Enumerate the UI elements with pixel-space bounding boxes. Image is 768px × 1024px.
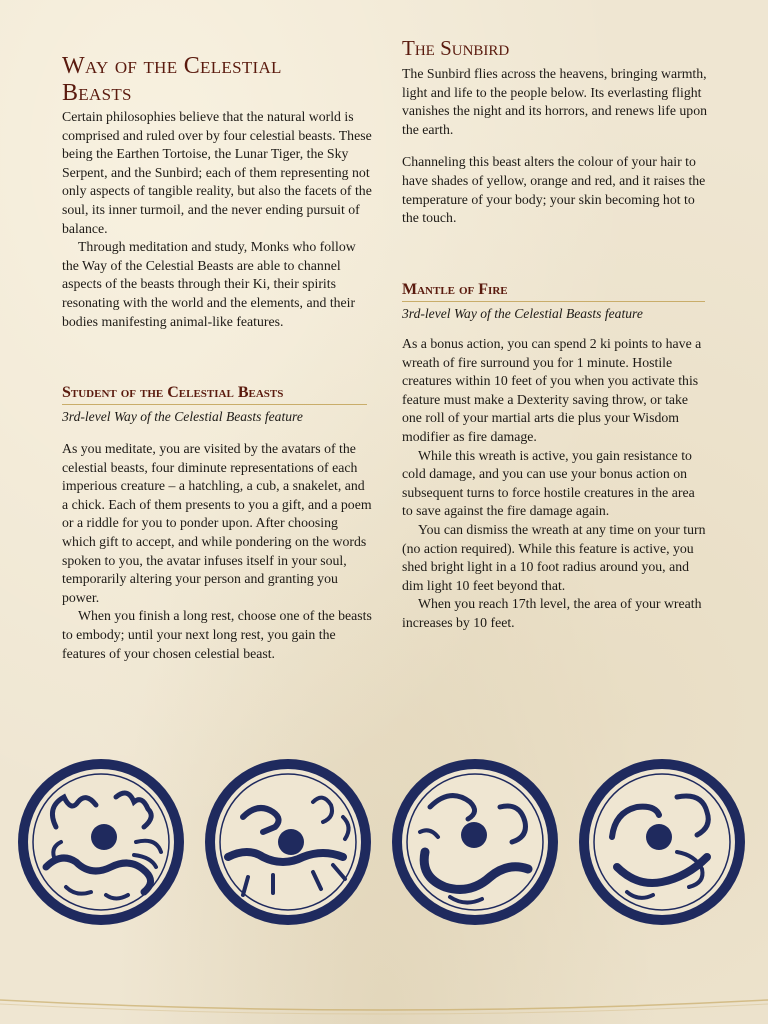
section-title-sunbird: The Sunbird — [402, 36, 510, 60]
feature-heading-mantle: Mantle of Fire — [402, 281, 705, 302]
mantle-paragraph-1: As a bonus action, you can spend 2 ki points to have a wreath of fire surround you for 1 minute. Hostile creatures within 10 feet of you when you activate this feature must make a Dexterity saving throw, or take one roll of your martial arts die plus your Wisdom modifier as fire damage. — [402, 336, 702, 444]
feature-heading-student: Student of the Celestial Beasts — [62, 384, 367, 405]
mantle-paragraph-2: While this wreath is active, you gain resistance to cold damage, and you can use your bonus action on subsequent turns to force hostile creatures in the area to save against the fire damage again. — [402, 447, 695, 519]
sky-serpent-emblem-icon — [390, 757, 560, 927]
intro-paragraph-1: Certain philosophies believe that the natural world is comprised and ruled over by four celestial beasts. These being the Earthen Tortoise, the Lunar Tiger, the Sky Serpent, and the Sunbird; each of them representing not only aspects of tangible reality, but also the facets of the soul, its inner turmoil, and the never ending pursuit of balance. — [62, 109, 372, 236]
sunbird-emblem-icon — [16, 757, 186, 927]
mantle-paragraph-3: You can dismiss the wreath at any time on your turn (no action required). While this feature is active, you shed bright light in a 10 foot radius around you, and dim light 10 feet beyond that. — [402, 521, 706, 593]
footer-ornament — [0, 986, 768, 1024]
earthen-tortoise-emblem-icon — [577, 757, 747, 927]
celestial-emblems-row — [16, 757, 756, 929]
sunbird-paragraph-2: Channeling this beast alters the colour of your hair to have shades of yellow, orange and red, and it raises the temperature of your body; your skin becoming hot to the touch. — [402, 154, 706, 226]
page-title — [62, 53, 372, 107]
lunar-tiger-emblem-icon — [203, 757, 373, 927]
intro-paragraph-2: Through meditation and study, Monks who follow the Way of the Celestial Beasts are able to channel aspects of the beasts through their Ki, their spirits resonating with the world and the elements, and their bodies manifesting animal-like features. — [62, 239, 356, 329]
mantle-paragraph-4: When you reach 17th level, the area of your wreath increases by 10 feet. — [402, 596, 702, 630]
page-title-line2: Beasts — [62, 80, 132, 106]
student-paragraph-2: When you finish a long rest, choose one of the beasts to embody; until your next long rest, you gain the features of your chosen celestial beast. — [62, 608, 372, 661]
page-title-line1: Way of the Celestial — [62, 53, 282, 79]
feature-subtitle-mantle: 3rd-level Way of the Celestial Beasts feature — [402, 306, 643, 321]
student-paragraph-1: As you meditate, you are visited by the avatars of the celestial beasts, four diminute representations of each imperious creature – a hatchling, a cub, a snakelet, and a chick. Each of them presents to you a gift, and a poem or a riddle for you to ponder upon. After choosing which gift to accept, and while pondering on the words spoken to you, the avatar infuses itself in your soul, temporarily altering your person and granting you power. — [62, 441, 372, 605]
feature-subtitle-student: 3rd-level Way of the Celestial Beasts feature — [62, 409, 303, 424]
sunbird-paragraph-1: The Sunbird flies across the heavens, bringing warmth, light and life to the people below. Its everlasting flight vanishes the night and its horrors, and renews life upon the earth. — [402, 66, 708, 137]
